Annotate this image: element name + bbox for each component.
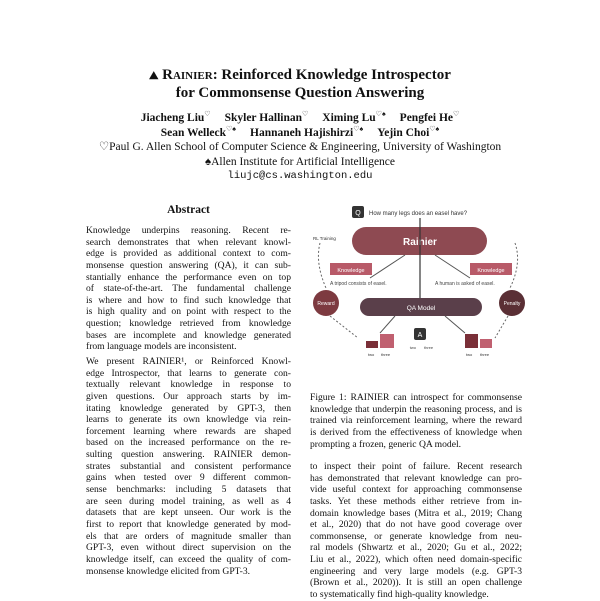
qa-model-label: QA Model	[406, 305, 436, 312]
text-line: knowledge that underpin the reasoning process, and is	[310, 403, 522, 415]
author	[225, 112, 309, 124]
answer-option-two: two	[409, 345, 416, 350]
penalty-label: Penalty	[503, 301, 521, 307]
bar-left-three	[380, 334, 394, 348]
text-line: domain knowledge bases (Mitra et al., 2019; Chang	[310, 507, 522, 519]
text-line: els that are orders of magnitude smaller than	[86, 530, 291, 542]
bar-label-right-three: three	[480, 352, 490, 357]
author-email[interactable]: liujc@cs.washington.edu	[227, 170, 373, 182]
authors	[0, 111, 600, 140]
text-line: sulting question answering. RAINIER demon-	[86, 449, 291, 461]
mountain-icon: ⛰	[149, 70, 159, 82]
text-line: textually relevant knowledge in response to	[86, 379, 291, 391]
rl-training-label: RL Training	[313, 236, 336, 241]
author-affiliation-mark: ♡	[453, 110, 460, 119]
text-line: tasks. Yet these methods either retrieve from in-	[310, 495, 522, 507]
title-line1: : Reinforced Knowledge Introspector	[212, 67, 451, 83]
title-line2: for Commonsense Question Answering	[175, 85, 425, 101]
question-text: How many legs does an easel have?	[369, 211, 468, 217]
author-affiliation-mark: ♡♠	[353, 124, 364, 133]
figure-caption	[310, 392, 522, 450]
author	[141, 112, 211, 124]
affiliation-uw: ♡Paul G. Allen School of Computer Science & Engineering, University of Washington	[98, 141, 502, 153]
paper-title	[0, 67, 600, 102]
author-affiliation-mark: ♡♠	[429, 124, 440, 133]
reward-label: Reward	[317, 301, 335, 307]
knowledge-text-left: A tripod consists of easel.	[330, 281, 387, 287]
body-paragraph-right	[310, 461, 522, 601]
text-line: (Brown et al., 2020)). It is still an open challenge	[310, 577, 522, 589]
knowledge-label-left: Knowledge	[337, 268, 365, 274]
text-line: stantially enhance the performance even on top	[86, 271, 291, 283]
author	[400, 112, 460, 124]
text-line: et al., 2020) that do not have good coverage over	[310, 519, 522, 531]
text-line: to systematically find high-quality knowledge.	[310, 589, 489, 601]
author-row-2	[0, 126, 600, 141]
text-line: knowledge itself, can exceed the quality of com-	[86, 553, 291, 565]
text-line: trained via reinforcement learning, where the reward	[310, 415, 522, 427]
author	[160, 124, 236, 139]
text-line: search demonstrates that when relevant knowl-	[86, 236, 291, 248]
text-line: We present RAINIER¹, or Reinforced Knowl-	[86, 356, 291, 367]
text-line: given questions. Our approach starts by im-	[86, 390, 291, 402]
text-line: learns to generate its own knowledge via rein-	[86, 414, 291, 426]
text-line: Liu et al., 2022), which often need domain-specific	[310, 554, 522, 566]
text-line: is high quality and on point with respect to the	[86, 306, 291, 318]
bar-left-two	[366, 341, 378, 348]
text-line: monsense knowledge elicited from GPT-3.	[86, 565, 251, 577]
text-line: vide useful context for approaching commonsense	[310, 484, 522, 496]
text-line: question; knowledge retrieved from knowledge	[86, 318, 291, 330]
author-affiliation-mark: ♡♠	[226, 124, 236, 133]
text-line: engineering and very large models (e.g. GPT-3	[310, 565, 522, 577]
text-line: edge is provided as additional context to com-	[86, 248, 291, 260]
author-affiliation-mark: ♡	[204, 110, 211, 119]
text-line: strates substantial and consistent performance	[86, 460, 291, 472]
text-line: is derived from the effectiveness of knowledge when	[310, 426, 522, 438]
author-name: Sean Welleck	[160, 126, 226, 139]
author-name: Ximing Lu	[322, 112, 376, 124]
abstract-paragraph-1	[86, 225, 291, 353]
bar-right-two	[465, 334, 478, 348]
text-line: is where and how to find such knowledge that	[86, 294, 291, 306]
affiliation-ai2: ♠Allen Institute for Artificial Intelligence	[204, 155, 396, 168]
text-line: gains when tested over 9 different common-	[86, 472, 291, 484]
text-line: from language models are inconsistent.	[86, 341, 237, 353]
text-line: bases are incomplete and knowledge generated	[86, 329, 291, 341]
text-line: forcement learning where rewards are shaped	[86, 425, 291, 437]
text-line: sense benchmarks: including 5 datasets that	[86, 484, 291, 496]
text-line: datasets that are kept unseen. Our work is the	[86, 507, 291, 519]
text-line: ral models (Shwartz et al., 2020; Gu et al., 2022;	[310, 542, 522, 554]
rl-arrow-left	[318, 243, 326, 288]
text-line: has demonstrated that relevant knowledge can pro-	[310, 472, 522, 484]
affiliations	[0, 140, 600, 184]
author-name: Jiacheng Liu	[140, 112, 205, 124]
author-affiliation-mark: ♡	[302, 110, 309, 119]
author	[377, 124, 440, 139]
text-line: monsense question answering (QA), it can sub-	[86, 259, 291, 271]
text-line: Figure 1: RAINIER can introspect for commonsense	[310, 392, 522, 403]
author	[250, 124, 364, 139]
text-line: of state-of-the-art. The fundamental challenge	[86, 283, 291, 295]
title-rainier: Rainier	[162, 67, 213, 83]
answer-badge-text: A	[417, 332, 423, 339]
abstract-paragraph-2	[86, 356, 291, 577]
bar-right-three	[480, 339, 492, 348]
answer-option-three: three	[424, 345, 434, 350]
author	[322, 112, 385, 124]
text-line: itating knowledge generated by GPT-3, then	[86, 402, 291, 414]
bar-label-left-three: three	[381, 352, 391, 357]
abstract-heading: Abstract	[167, 204, 210, 216]
author-affiliation-mark: ♡♠	[375, 110, 386, 119]
text-line: are seen during model training, as well as 4	[86, 495, 291, 507]
text-line: GPT-3, even without direct supervision on the	[86, 542, 291, 554]
figure-1	[310, 203, 525, 378]
text-line: Knowledge underpins reasoning. Recent re-	[86, 225, 291, 236]
question-badge-text: Q	[355, 210, 361, 217]
author-name: Pengfei He	[399, 112, 453, 124]
text-line: based on the increased performance on the re-	[86, 437, 291, 449]
text-line: edge Introspector, that learns to generate con-	[86, 367, 291, 379]
author-name: Hannaneh Hajishirzi	[250, 126, 354, 139]
rainier-model-label: Rainier	[403, 237, 437, 248]
text-line: commonsense, or generate knowledge from neu-	[310, 530, 522, 542]
author-name: Skyler Hallinan	[224, 112, 303, 124]
author-row-1	[0, 111, 600, 126]
bar-label-right-two: two	[466, 352, 473, 357]
knowledge-label-right: Knowledge	[477, 268, 505, 274]
text-line: to inspect their point of failure. Recent research	[310, 461, 522, 472]
knowledge-text-right: A human is asked of easel.	[435, 281, 495, 287]
author-name: Yejin Choi	[377, 126, 430, 139]
text-line: prompting a frozen, generic QA model.	[310, 438, 462, 450]
bar-label-left-two: two	[368, 352, 375, 357]
text-line: first to report that knowledge generated by mod-	[86, 518, 291, 530]
